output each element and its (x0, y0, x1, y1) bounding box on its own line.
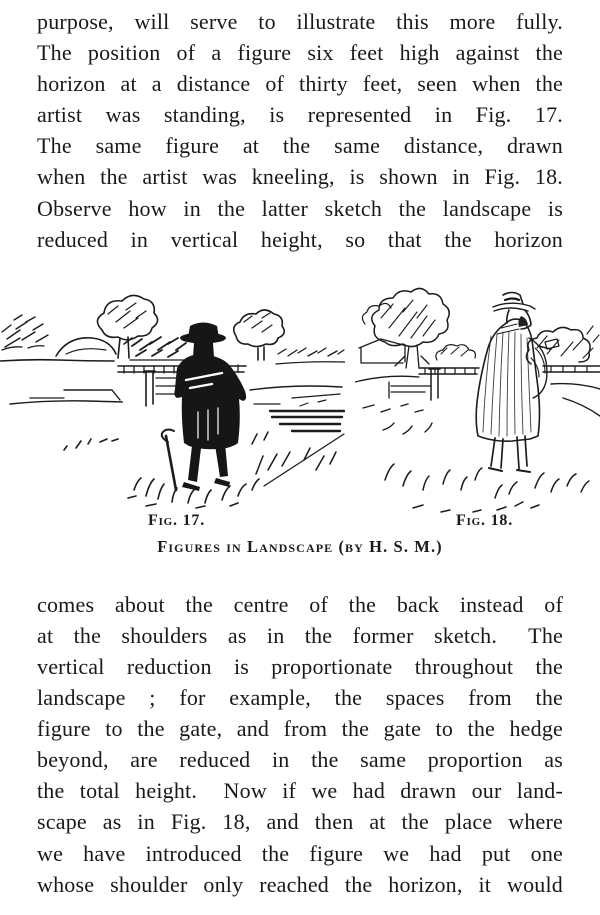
fig18-man-sketch (476, 292, 559, 472)
fig17-caption: Fig. 17. (148, 511, 206, 529)
text-line: comes about the centre of the back instead of (37, 591, 563, 617)
bottom-paragraph (37, 589, 563, 900)
fig17-illustration (0, 284, 345, 516)
text-line: we have introduced the figure we had put one (37, 840, 563, 866)
fig18-caption: Fig. 18. (456, 511, 514, 529)
text-line: when the artist was kneeling, is shown in Fig. 18. (37, 164, 563, 190)
text-line: Observe how in the latter sketch the landscape is (37, 195, 563, 221)
text-line: artist was standing, is represented in Fig. 17. (37, 102, 563, 128)
text-line: whose shoulder only reached the horizon, it would (37, 871, 563, 897)
top-paragraph (37, 0, 563, 255)
text-line: figure to the gate, and from the gate to the hedge (37, 716, 563, 742)
text-line: at the shoulders as in the former sketch. The (37, 622, 563, 648)
text-line: The same figure at the same distance, drawn (37, 133, 563, 159)
text-line: reduced in vertical height, so that the horizon (37, 226, 563, 252)
text-line: scape as in Fig. 18, and then at the place where (37, 809, 563, 835)
fig18-illustration (355, 284, 600, 516)
text-line: vertical reduction is proportionate throughout the (37, 653, 563, 679)
text-line: beyond, are reduced in the same proportion as (37, 747, 563, 773)
text-line: the total height. Now if we had drawn our land- (37, 778, 563, 804)
text-line: purpose, will serve to illustrate this more fully. (37, 9, 563, 34)
text-line: horizon at a distance of thirty feet, seen when the (37, 71, 563, 97)
text-line: The position of a figure six feet high against the (37, 40, 563, 66)
fig17-man-silhouette (174, 322, 246, 491)
figure-block (0, 255, 600, 589)
text-line: landscape ; for example, the spaces from the (37, 685, 563, 711)
figures-main-caption: Figures in Landscape (by H. S. M.) (157, 536, 443, 556)
